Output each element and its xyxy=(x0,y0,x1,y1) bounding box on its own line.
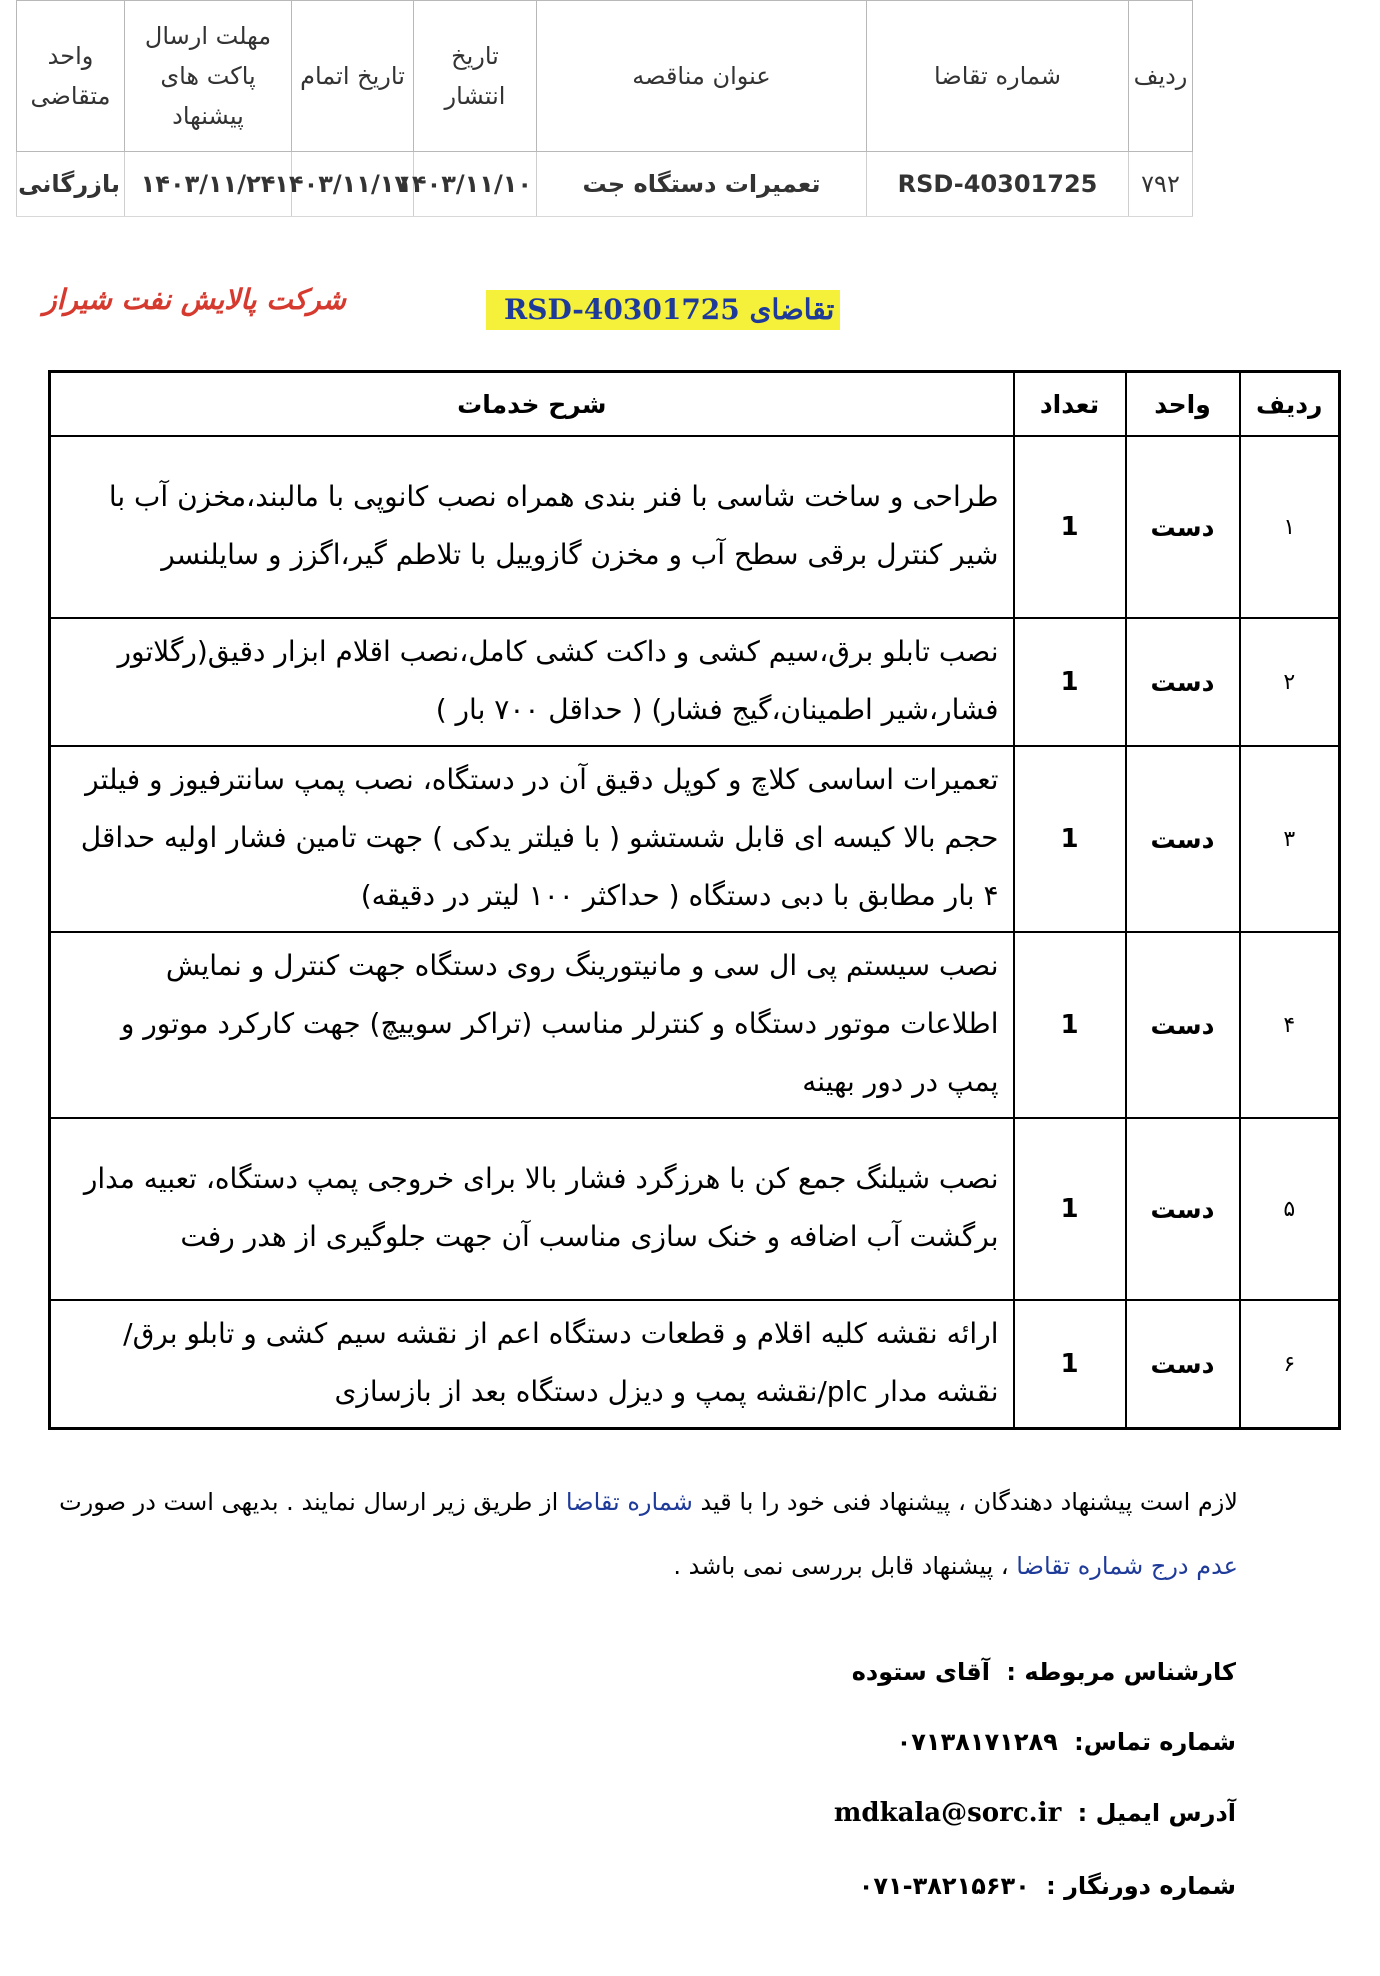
service-unit: دست xyxy=(1126,746,1240,932)
service-desc: ارائه نقشه کلیه اقلام و قطعات دستگاه اعم از نقشه سیم کشی و تابلو برق/نقشه مدار plc/نقشه پمپ و دیزل دستگاه بعد از بازسازی xyxy=(50,1300,1014,1429)
request-title-label: تقاضای xyxy=(749,293,835,326)
header-row-number: ردیف xyxy=(1129,1,1193,152)
tender-row-number: ۷۹۲ xyxy=(1129,152,1193,217)
expert-value: آقای ستوده xyxy=(851,1658,990,1686)
fax-value: ۰۷۱-۳۸۲۱۵۶۳۰ xyxy=(858,1872,1030,1900)
table-row xyxy=(50,932,1340,1118)
service-qty: 1 xyxy=(1014,1118,1126,1300)
service-qty: 1 xyxy=(1014,1300,1126,1429)
service-unit: دست xyxy=(1126,1300,1240,1429)
tender-applicant-unit: بازرگانی xyxy=(17,152,125,217)
service-row-number: ۱ xyxy=(1240,436,1340,618)
fax-label: شماره دورنگار : xyxy=(1046,1872,1236,1900)
header-deadline: مهلت ارسال پاکت های پیشنهاد xyxy=(125,1,292,152)
service-row-number: ۲ xyxy=(1240,618,1340,746)
service-unit: دست xyxy=(1126,1118,1240,1300)
service-unit: دست xyxy=(1126,932,1240,1118)
header-request-number: شماره تقاضا xyxy=(867,1,1129,152)
note-text-2: از طریق زیر ارسال نمایند . بدیهی است در صورت xyxy=(59,1488,566,1516)
contact-expert xyxy=(852,1658,1236,1686)
phone-value: ۰۷۱۳۸۱۷۱۲۸۹ xyxy=(896,1728,1058,1756)
phone-label: شماره تماس: xyxy=(1074,1728,1236,1756)
tender-publish-date: ۱۴۰۳/۱۱/۱۰ xyxy=(414,152,537,217)
note-text-3: ، پیشنهاد قابل بررسی نمی باشد . xyxy=(673,1552,1017,1580)
service-qty: 1 xyxy=(1014,746,1126,932)
service-row-number: ۵ xyxy=(1240,1118,1340,1300)
services-header-row-number: ردیف xyxy=(1240,372,1340,437)
tender-request-number: RSD-40301725 xyxy=(867,152,1129,217)
services-header-row xyxy=(50,372,1340,437)
email-label: آدرس ایمیل : xyxy=(1077,1799,1236,1827)
service-desc: تعمیرات اساسی کلاچ و کوپل دقیق آن در دستگاه، نصب پمپ سانترفیوز و فیلتر حجم بالا کیسه ای قابل شستشو ( با فیلتر یدکی ) جهت تامین فشار اولیه حداقل ۴ بار مطابق با دبی دستگاه ( حداکثر ۱۰۰ لیتر در دقیقه) xyxy=(50,746,1014,932)
services-header-qty: تعداد xyxy=(1014,372,1126,437)
company-name: شرکت پالایش نفت شیراز xyxy=(43,283,346,316)
expert-label: کارشناس مربوطه : xyxy=(1006,1658,1236,1686)
note-highlight-missing-number: عدم درج شماره تقاضا xyxy=(1016,1552,1238,1580)
tender-header-row xyxy=(17,1,1193,152)
services-header-desc: شرح خدمات xyxy=(50,372,1014,437)
header-completion-date: تاریخ اتمام xyxy=(292,1,414,152)
contact-fax xyxy=(859,1872,1236,1900)
service-qty: 1 xyxy=(1014,618,1126,746)
tender-completion-date: ۱۴۰۳/۱۱/۱۷ xyxy=(292,152,414,217)
submission-note xyxy=(48,1470,1238,1598)
service-unit: دست xyxy=(1126,618,1240,746)
note-highlight-request-number: شماره تقاضا xyxy=(565,1488,693,1516)
header-publish-date: تاریخ انتشار xyxy=(414,1,537,152)
tender-title: تعمیرات دستگاه جت xyxy=(537,152,867,217)
note-text-1: لازم است پیشنهاد دهندگان ، پیشنهاد فنی خود را با قید xyxy=(692,1488,1238,1516)
tender-value-row xyxy=(17,152,1193,217)
table-row xyxy=(50,746,1340,932)
service-qty: 1 xyxy=(1014,932,1126,1118)
service-desc: نصب تابلو برق،سیم کشی و داکت کشی کامل،نصب اقلام ابزار دقیق(رگلاتور فشار،شیر اطمینان،گیج فشار) ( حداقل ۷۰۰ بار ) xyxy=(50,618,1014,746)
header-tender-title: عنوان مناقصه xyxy=(537,1,867,152)
service-desc: نصب سیستم پی ال سی و مانیتورینگ روی دستگاه جهت کنترل و نمایش اطلاعات موتور دستگاه و کنترلر مناسب (تراکر سوییچ) جهت کارکرد موتور و پمپ در دور بهینه xyxy=(50,932,1014,1118)
contact-phone xyxy=(897,1728,1236,1756)
table-row xyxy=(50,436,1340,618)
table-row xyxy=(50,1300,1340,1429)
contact-email xyxy=(834,1798,1236,1828)
services-header-unit: واحد xyxy=(1126,372,1240,437)
service-row-number: ۳ xyxy=(1240,746,1340,932)
service-row-number: ۴ xyxy=(1240,932,1340,1118)
service-row-number: ۶ xyxy=(1240,1300,1340,1429)
services-table xyxy=(48,370,1341,1430)
request-title-number: RSD-40301725 xyxy=(504,293,740,326)
service-qty: 1 xyxy=(1014,436,1126,618)
email-value[interactable]: mdkala@sorc.ir xyxy=(833,1798,1062,1828)
service-desc: نصب شیلنگ جمع کن با هرزگرد فشار بالا برای خروجی پمپ دستگاه، تعبیه مدار برگشت آب اضافه و خنک سازی مناسب آن جهت جلوگیری از هدر رفت xyxy=(50,1118,1014,1300)
tender-summary-table xyxy=(16,0,1193,217)
service-desc: طراحی و ساخت شاسی با فنر بندی همراه نصب کانوپی با مالبند،مخزن آب با شیر کنترل برقی سطح آب و مخزن گازوییل با تلاطم گیر،اگزز و سایلنسر xyxy=(50,436,1014,618)
service-unit: دست xyxy=(1126,436,1240,618)
table-row xyxy=(50,1118,1340,1300)
table-row xyxy=(50,618,1340,746)
request-title xyxy=(486,290,840,330)
header-applicant-unit: واحد متقاضی xyxy=(17,1,125,152)
tender-deadline: ۱۴۰۳/۱۱/۲۴ xyxy=(125,152,292,217)
